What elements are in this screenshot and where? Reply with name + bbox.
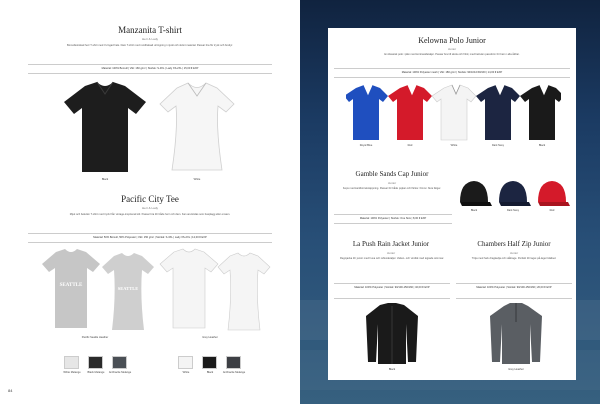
pacific-subtitle: Herr & Lady	[141, 206, 158, 210]
kelowna-title: Kelowna Polo Junior	[418, 36, 486, 45]
swatch-label: Anthracite Melange	[222, 371, 246, 374]
grey-seattle-lady-tshirt-image	[100, 252, 156, 332]
divider	[456, 298, 572, 299]
divider	[334, 214, 452, 215]
swatch-anthracite	[226, 356, 241, 369]
lapush-spec: Material: 100% Polyester | Storlek: 90/100-150/160 | 32,00 € EXP	[354, 286, 430, 289]
chambers-title: Chambers Half Zip Junior	[477, 240, 551, 248]
divider	[334, 77, 570, 78]
manzanita-title: Manzanita T-shirt	[118, 25, 182, 35]
black-tshirt-image	[60, 80, 150, 175]
chambers-description: Tröja med halv dragkedja och ståkrage. Perfekt för lager-på-lager klädsel.	[471, 257, 557, 260]
chambers-caption: Grey Heather	[508, 368, 524, 371]
cap-navy	[499, 181, 531, 206]
rain-jacket-image	[362, 302, 422, 366]
manzanita-subtitle: Herr & Lady	[141, 37, 158, 41]
right-product-panel	[328, 28, 576, 380]
kelowna-subtitle: Junior	[447, 47, 457, 51]
gamble-caption: Black	[470, 209, 478, 212]
divider	[28, 64, 272, 65]
swatch-label: White	[182, 371, 190, 374]
white-lady-tshirt-image	[216, 252, 272, 332]
pacific-spec: Material: 50% Bomull, 50% Polyester | Vikt: 150 g/m² | Storlek: S-3XL | Lady XS-2XL | 12,00 € EXP	[93, 236, 207, 239]
seattle-print-text: SEATTLE	[117, 286, 139, 291]
kelowna-caption: Red	[407, 144, 413, 147]
half-zip-image	[486, 302, 546, 366]
kelowna-description: En klassisk polo i piké med kontrastdetaljer. Passar bra till skola och fritid, med bekväm passform för barn i alla åldrar.	[384, 53, 520, 56]
kelowna-caption: Black	[538, 144, 546, 147]
kelowna-caption: White	[450, 144, 458, 147]
polo-white	[432, 85, 476, 140]
polo-red	[388, 85, 432, 140]
pacific-title: Pacific City Tee	[121, 194, 179, 204]
kelowna-polo-images	[346, 84, 561, 144]
white-tshirt-image	[158, 248, 220, 330]
pacific-caption-white: Grey Heather	[202, 336, 218, 339]
divider	[334, 283, 450, 284]
swatch-black-melange	[88, 356, 103, 369]
manzanita-caption-black: Black	[101, 178, 109, 181]
manzanita-description: Bomullsstickad herr T-shirt med V-ringad hals. Dam T-shirt med rundhalsad urringning i mjukt och skönt material. Passar bra för tryck och brodyr.	[67, 44, 233, 47]
cap-black	[460, 181, 492, 206]
gamble-title: Gamble Sands Cap Junior	[355, 170, 429, 178]
divider	[334, 223, 452, 224]
divider	[334, 68, 570, 69]
swatch-label: Black	[206, 371, 214, 374]
cap-red	[538, 181, 570, 206]
grey-seattle-tshirt-image	[40, 248, 102, 330]
kelowna-caption: Dark Navy	[491, 144, 505, 147]
white-lady-tshirt-image	[152, 80, 242, 175]
swatch-anthracite-melange	[112, 356, 127, 369]
swatch-label: Anthracite Melange	[108, 371, 132, 374]
swatch-label: White Melange	[63, 371, 81, 374]
chambers-subtitle: Junior	[509, 251, 519, 255]
gamble-description: Keps med kardborreknäppning. Passar för både pojkar och flickor. Finns i flera färger.	[342, 187, 442, 190]
pacific-description: Mjuk och bekväm T-shirt med tryck från vintage-inspirerad stil. Passar bra för både herr och dam. Kan användas som basplagg eller ensam.	[69, 213, 231, 216]
polo-navy	[476, 85, 520, 140]
polo-royal-blue	[346, 85, 388, 140]
gamble-caption: Red	[549, 209, 555, 212]
swatch-white	[178, 356, 193, 369]
manzanita-spec: Material: 100% Bomull | Vikt: 160 g/m² | Storlek: S-3XL | Lady XS-2XL | 15,00 € EXP	[101, 67, 199, 70]
swatch-label: Black Melange	[87, 371, 105, 374]
swatch-white-melange	[64, 356, 79, 369]
page-number: 84	[8, 388, 13, 393]
polo-black	[520, 85, 561, 140]
gamble-subtitle: Junior	[387, 181, 397, 185]
lapush-subtitle: Junior	[386, 251, 396, 255]
divider	[456, 283, 572, 284]
divider	[334, 298, 450, 299]
gamble-caption: Dark Navy	[506, 209, 520, 212]
gamble-spec: Material: 100% Polyester | Storlek: One Size | 8,00 € EXP	[359, 217, 427, 220]
swatch-black	[202, 356, 217, 369]
manzanita-caption-white: White	[193, 178, 201, 181]
chambers-spec: Material: 100% Polyester | Storlek: 90/100-150/160 | 20,00 € EXP	[476, 286, 552, 289]
seattle-print-text: SEATTLE	[59, 283, 83, 288]
lapush-description: Regnjacka för junior med huva och reflexdetaljer. Vatten- och vindtät med tejpade sömmar.	[339, 257, 445, 260]
lapush-title: La Push Rain Jacket Junior	[352, 240, 430, 248]
pacific-caption-grey: Pacific Seattle Heather	[81, 336, 109, 339]
divider	[28, 73, 272, 74]
kelowna-spec: Material: 100% Polyester mesh | Vikt: 180 g/m² | Storlek: 90/100-150/160 | 14,00 € EXP	[401, 71, 503, 74]
kelowna-caption: Royal Blue	[359, 144, 373, 147]
divider	[28, 242, 272, 243]
lapush-caption: Black	[388, 368, 396, 371]
divider	[28, 233, 272, 234]
